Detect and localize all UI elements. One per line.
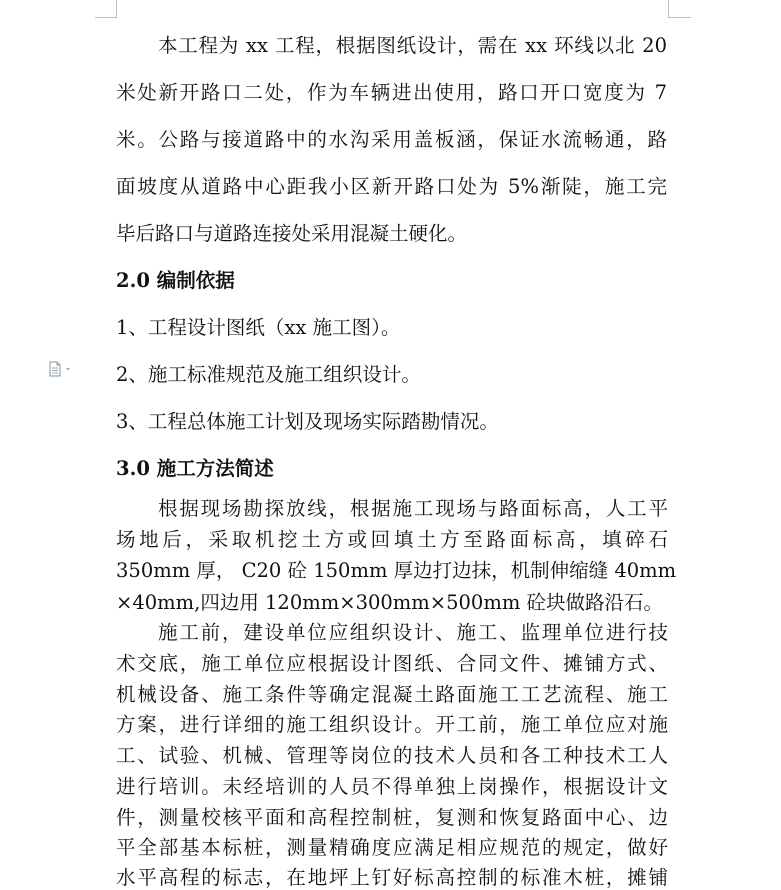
body-line: ×40mm,四边用 120mm×300mm×500mm 砼块做路沿石。 (116, 591, 664, 614)
list-item: 2、施工标准规范及施工组织设计。 (116, 363, 421, 386)
body-line: 毕后路口与道路连接处采用混凝土硬化。 (116, 222, 468, 245)
body-line: 工、试验、机械、管理等岗位的技术人员和各工种技术工人 (116, 744, 668, 767)
list-item: 3、工程总体施工计划及现场实际踏勘情况。 (116, 410, 499, 433)
body-line: 施工前，建设单位应组织设计、施工、监理单位进行技 (158, 621, 668, 644)
body-line: 350mm 厚， C20 砼 150mm 厚边打边抹，机制伸缩缝 40mm (116, 559, 677, 582)
section-heading: 2.0 编制依据 (116, 269, 235, 292)
document-dropdown-icon[interactable] (48, 361, 74, 377)
crop-mark-right (668, 0, 669, 18)
body-line: 进行培训。未经培训的人员不得单独上岗操作，根据设计文 (116, 775, 668, 798)
body-line: 水平高程的标志，在地坪上钉好标高控制的标准木桩，摊铺 (116, 866, 668, 889)
body-line: 本工程为 xx 工程，根据图纸设计，需在 xx 环线以北 20 (158, 34, 667, 57)
body-line: 米。公路与接道路中的水沟采用盖板涵，保证水流畅通，路 (116, 128, 667, 151)
body-line: 根据现场勘探放线，根据施工现场与路面标高，人工平 (158, 497, 668, 520)
body-line: 方案，进行详细的施工组织设计。开工前，施工单位应对施 (116, 713, 668, 736)
body-line: 米处新开路口二处，作为车辆进出使用，路口开口宽度为 7 (116, 81, 667, 104)
body-line: 场地后，采取机挖土方或回填土方至路面标高，填碎石 (116, 528, 668, 551)
list-item: 1、工程设计图纸（xx 施工图）。 (116, 316, 401, 339)
body-line: 件，测量校核平面和高程控制桩，复测和恢复路面中心、边 (116, 806, 668, 829)
body-line: 平全部基本标桩，测量精确度应满足相应规范的规定，做好 (116, 836, 668, 859)
crop-mark-left (116, 0, 117, 18)
body-line: 术交底，施工单位应根据设计图纸、合同文件、摊铺方式、 (116, 652, 668, 675)
section-heading: 3.0 施工方法简述 (116, 457, 274, 480)
body-line: 面坡度从道路中心距我小区新开路口处为 5%渐陡，施工完 (116, 175, 667, 198)
body-line: 机械设备、施工条件等确定混凝土路面施工工艺流程、施工 (116, 683, 668, 706)
